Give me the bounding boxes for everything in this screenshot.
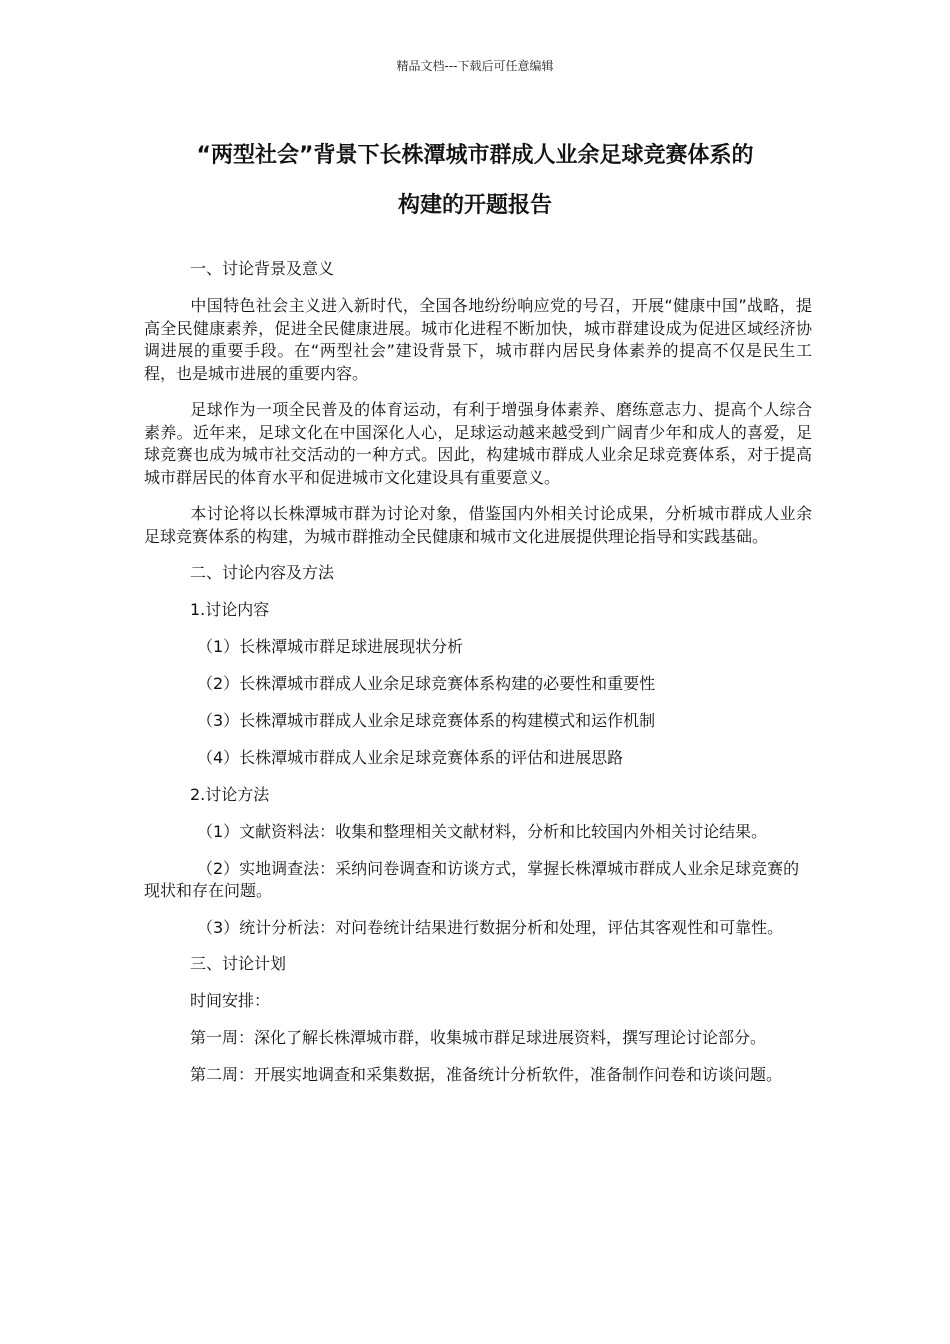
document-title-line-2: 构建的开题报告: [397, 193, 552, 218]
subheading-research-content: 1.讨论内容: [190, 600, 270, 619]
paragraph: 中国特色社会主义进入新时代，全国各地纷纷响应党的号召，开展“健康中国”战略，提高全民健康素养，促进全民健康进展。城市化进程不断加快，城市群建设成为促进区域经济协调进展的重要手段。在“两型社会”建设背景下，城市群内居民身体素养的提高不仅是民生工程，也是城市进展的重要内容。: [144, 296, 812, 383]
schedule-label: 时间安排：: [190, 991, 271, 1010]
section-heading-content-methods: 二、讨论内容及方法: [190, 563, 335, 582]
document-body: [144, 258, 812, 1100]
paragraph: 足球作为一项全民普及的体育运动，有利于增强身体素养、磨练意志力、提高个人综合素养。近年来，足球文化在中国深化人心，足球运动越来越受到广阔青少年和成人的喜爱，足球竞赛也成为城市社交活动的一种方式。因此，构建城市群成人业余足球竞赛体系，对于提高城市群居民的体育水平和促进城市文化建设具有重要意义。: [144, 400, 812, 487]
schedule-item: 第一周：深化了解长株潭城市群，收集城市群足球进展资料，撰写理论讨论部分。: [190, 1028, 767, 1047]
paragraph: 本讨论将以长株潭城市群为讨论对象，借鉴国内外相关讨论成果，分析城市群成人业余足球竞赛体系的构建，为城市群推动全民健康和城市文化进展提供理论指导和实践基础。: [144, 504, 812, 546]
page-header: 精品文档---下载后可任意编辑: [396, 59, 554, 73]
content-list-item: （4）长株潭城市群成人业余足球竞赛体系的评估和进展思路: [197, 748, 624, 767]
section-heading-background: 一、讨论背景及意义: [190, 259, 335, 278]
schedule-item: 第二周：开展实地调查和采集数据，准备统计分析软件，准备制作问卷和访谈问题。: [190, 1064, 783, 1084]
subheading-research-methods: 2.讨论方法: [190, 785, 270, 804]
content-list-item: （3）长株潭城市群成人业余足球竞赛体系的构建模式和运作机制: [197, 711, 656, 730]
section-heading-plan: 三、讨论计划: [190, 954, 287, 973]
method-item: （2）实地调查法：采纳问卷调查和访谈方式，掌握长株潭城市群成人业余足球竞赛的现状和存在问题。: [144, 858, 800, 900]
method-item: （3）统计分析法：对问卷统计结果进行数据分析和处理，评估其客观性和可靠性。: [197, 917, 784, 937]
content-list-item: （1）长株潭城市群足球进展现状分析: [197, 637, 464, 656]
method-item: （1）文献资料法：收集和整理相关文献材料，分析和比较国内外相关讨论结果。: [197, 822, 768, 841]
document-title-line-1: “两型社会”背景下长株潭城市群成人业余足球竞赛体系的: [196, 143, 754, 168]
content-list-item: （2）长株潭城市群成人业余足球竞赛体系构建的必要性和重要性: [197, 674, 656, 693]
